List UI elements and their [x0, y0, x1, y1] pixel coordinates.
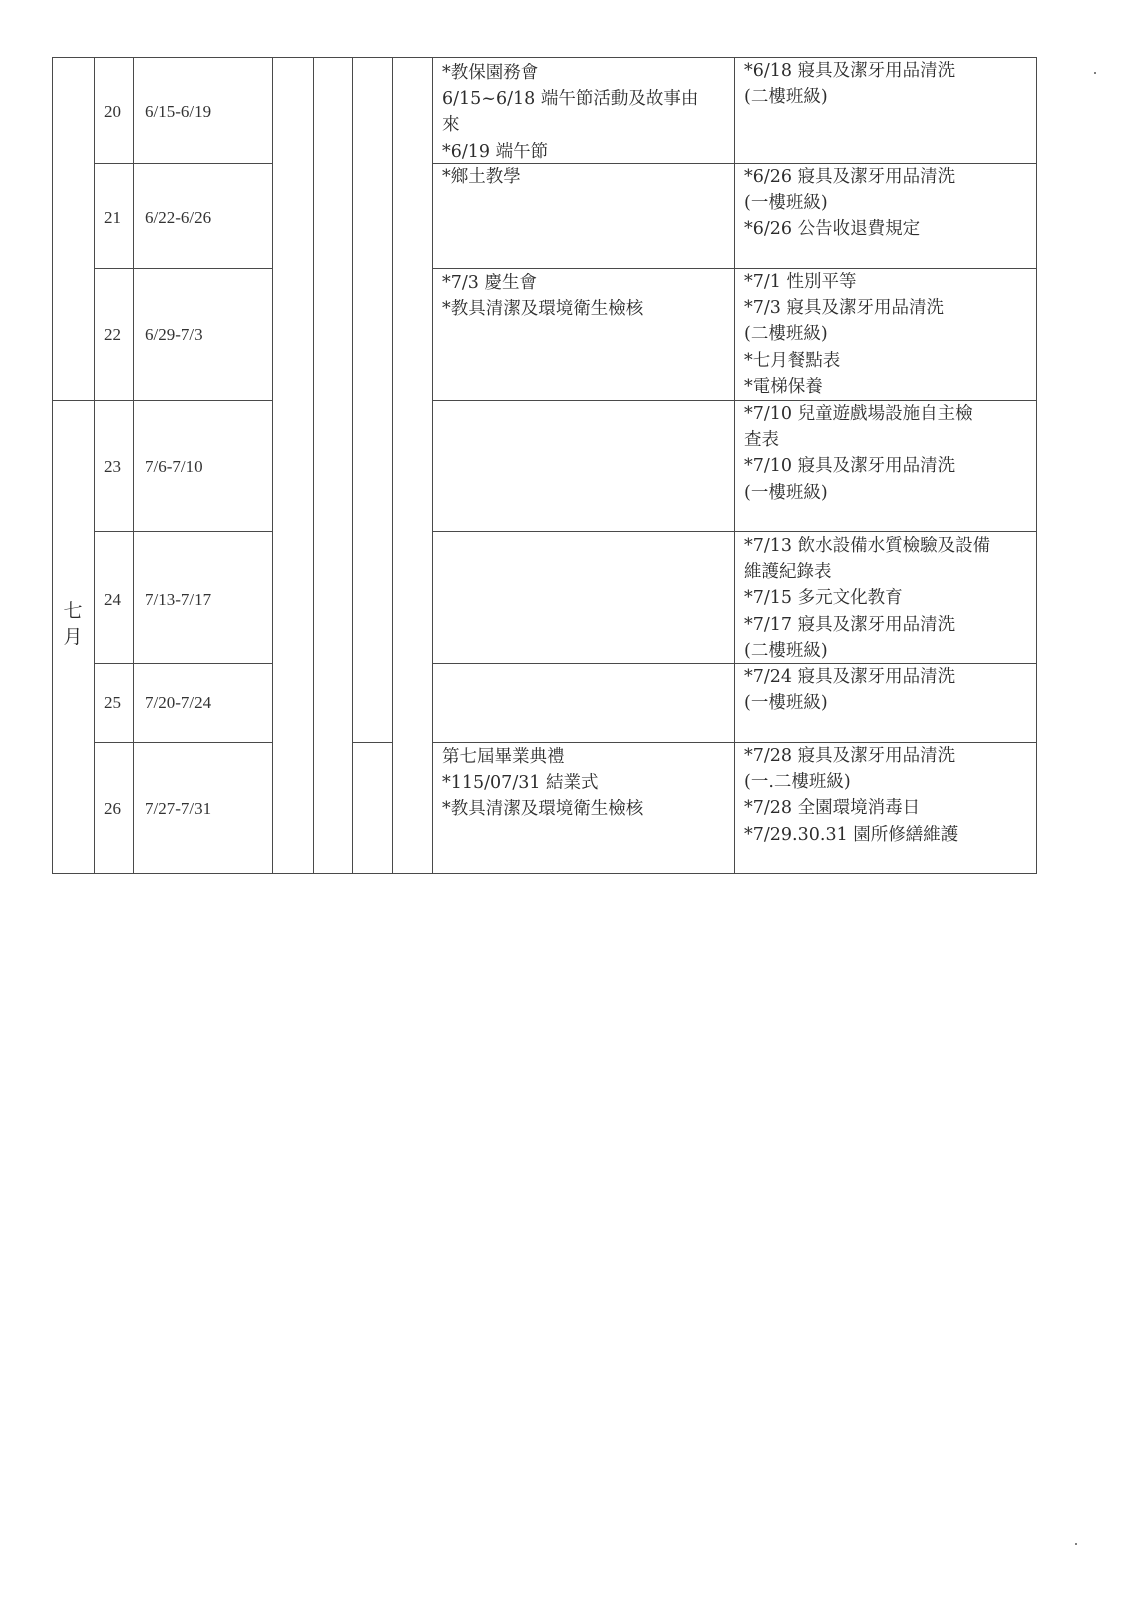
admin-line: *七月餐點表	[744, 350, 841, 371]
admin-line: *7/13 飲水設備水質檢驗及設備	[744, 536, 991, 556]
admin-line: (一樓班級)	[744, 482, 828, 503]
admin-line: (一樓班級)	[744, 693, 828, 714]
admin-line: (一.二樓班級)	[744, 772, 851, 793]
week-dates: 6/15-6/19	[145, 102, 212, 121]
admin-line: *7/1 性別平等	[744, 272, 857, 292]
column-divider-c2-c3	[352, 57, 353, 874]
admin-line: *7/15 多元文化教育	[744, 588, 903, 609]
admin-line: (二樓班級)	[744, 640, 828, 661]
admin-line: 維護紀錄表	[744, 562, 832, 583]
week-dates: 7/20-7/24	[145, 693, 212, 712]
row-divider-24-25	[94, 663, 273, 664]
column-divider-activities-admin	[734, 57, 735, 874]
admin-cell-24	[744, 533, 990, 664]
admin-line: (二樓班級)	[744, 324, 828, 345]
activity-line: 第七屆畢業典禮	[442, 747, 565, 767]
admin-cell-20	[744, 58, 955, 110]
column-divider-c1-c2	[313, 57, 314, 874]
table-border-bottom	[52, 873, 1037, 874]
admin-line: 查表	[744, 430, 779, 451]
admin-line: *7/24 寢具及潔牙用品清洗	[744, 667, 956, 687]
admin-line: (二樓班級)	[744, 87, 828, 108]
admin-line: *7/17 寢具及潔牙用品清洗	[744, 614, 956, 635]
admin-line: *6/26 公告收退費規定	[744, 219, 921, 240]
row-divider-23-24	[94, 531, 273, 532]
row-divider-21-22-right	[432, 268, 1037, 269]
column-divider-week-dates	[133, 57, 134, 874]
admin-line: *7/29.30.31 園所修繕維護	[744, 824, 959, 845]
activity-line: 來	[442, 115, 460, 136]
admin-line: *7/28 寢具及潔牙用品清洗	[744, 746, 956, 766]
activities-cell-21	[442, 164, 521, 190]
week-dates: 6/29-7/3	[145, 325, 203, 344]
activity-line: *115/07/31 結業式	[442, 773, 599, 794]
scan-speck	[1094, 72, 1096, 74]
admin-cell-26	[744, 743, 958, 848]
activity-line: *教保園務會	[442, 63, 539, 83]
activity-line: *6/19 端午節	[442, 141, 549, 162]
admin-cell-25	[744, 664, 955, 716]
week-number: 26	[104, 799, 121, 818]
scan-speck	[1075, 1543, 1077, 1545]
admin-line: *7/10 兒童遊戲場設施自主檢	[744, 404, 973, 424]
row-divider-25-26-c3	[352, 742, 393, 743]
row-divider-21-22	[94, 268, 273, 269]
week-dates: 7/6-7/10	[145, 457, 203, 476]
admin-line: *7/3 寢具及潔牙用品清洗	[744, 298, 944, 319]
admin-line: *6/26 寢具及潔牙用品清洗	[744, 167, 956, 187]
column-divider-month-week	[94, 57, 95, 874]
week-dates: 6/22-6/26	[145, 208, 212, 227]
week-dates: 7/27-7/31	[145, 799, 212, 818]
admin-line: *6/18 寢具及潔牙用品清洗	[744, 61, 956, 81]
activities-cell-22	[442, 270, 643, 322]
week-number: 23	[104, 457, 121, 476]
admin-line: *電梯保養	[744, 376, 823, 397]
admin-line: *7/10 寢具及潔牙用品清洗	[744, 456, 956, 477]
week-number: 22	[104, 325, 121, 344]
month-char-2: 月	[63, 626, 83, 648]
activities-cell-20	[442, 60, 698, 165]
activity-line: *7/3 慶生會	[442, 273, 537, 293]
week-number: 25	[104, 693, 121, 712]
month-label-july	[53, 598, 93, 650]
admin-cell-22	[744, 269, 944, 400]
admin-cell-21	[744, 164, 955, 243]
activity-line: *鄉土教學	[442, 167, 521, 187]
month-char-1: 七	[63, 600, 83, 622]
table-border-left	[52, 57, 53, 874]
column-divider-dates-c1	[272, 57, 273, 874]
row-divider-22-23	[52, 400, 273, 401]
admin-cell-23	[744, 401, 973, 506]
week-number: 24	[104, 590, 121, 609]
row-divider-23-24-right	[432, 531, 1037, 532]
column-divider-c3-c4	[392, 57, 393, 874]
admin-line: (一樓班級)	[744, 193, 828, 214]
row-divider-25-26	[94, 742, 273, 743]
activity-line: *教具清潔及環境衛生檢核	[442, 799, 644, 820]
week-dates: 7/13-7/17	[145, 590, 212, 609]
activity-line: 6/15~6/18 端午節活動及故事由	[442, 89, 699, 110]
admin-line: *7/28 全園環境消毒日	[744, 798, 921, 819]
week-number: 21	[104, 208, 121, 227]
row-divider-20-21	[94, 163, 273, 164]
week-number: 20	[104, 102, 121, 121]
activity-line: *教具清潔及環境衛生檢核	[442, 299, 644, 320]
activities-cell-26	[442, 744, 643, 823]
table-border-right	[1036, 57, 1037, 874]
column-divider-c4-activities	[432, 57, 433, 874]
